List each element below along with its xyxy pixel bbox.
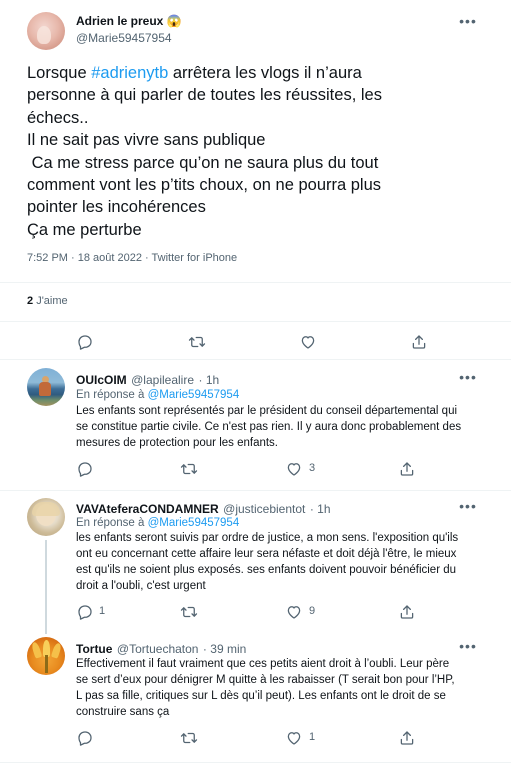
divider xyxy=(0,762,511,763)
reply1-header: OUIcOIM @lapilealire · 1h xyxy=(76,373,220,387)
main-text-line: comment vont les p’tits choux, on ne pourra plus xyxy=(27,176,382,195)
retweet-icon[interactable] xyxy=(180,603,198,621)
reply2-time[interactable]: 1h xyxy=(317,502,331,516)
reply-text-line: se constitue partie civile. Ce n'est pas rien. Il y aura donc probablement des xyxy=(76,421,462,433)
reply-icon[interactable] xyxy=(76,460,94,478)
reply1-avatar[interactable] xyxy=(27,368,65,406)
reply2-header: VAVAteferaCONDAMNER @justicebientot · 1h xyxy=(76,502,331,516)
reply-text-line: est qu'ils ne soient plus exposés. ses enfants doivent pouvoir bénéficier du xyxy=(76,564,457,576)
reply2-avatar[interactable] xyxy=(27,498,65,536)
reply3-header: Tortue @Tortuechaton · 39 min xyxy=(76,642,247,656)
hashtag-link[interactable]: #adrienytb xyxy=(91,64,169,82)
main-text-line: Il ne sait pas vivre sans publique xyxy=(27,131,266,150)
retweet-icon[interactable] xyxy=(188,333,206,351)
likes-label[interactable]: J'aime xyxy=(36,295,68,307)
reply2-reply-count: 1 xyxy=(99,605,106,617)
reply2-like-count: 9 xyxy=(309,605,316,617)
reply-text-line: les enfants seront suivis par ordre de justice, a mon sens. l'exposition qu'ils xyxy=(76,532,459,544)
reply2-handle[interactable]: @justicebientot xyxy=(223,502,306,516)
reply2-context xyxy=(76,515,239,531)
reply-to-link[interactable]: @Marie59457954 xyxy=(147,517,240,529)
reply1-context xyxy=(76,387,239,403)
scream-emoji-icon: 😱 xyxy=(166,14,182,28)
main-text-line: pointer les incohérences xyxy=(27,198,206,217)
reply1-time[interactable]: 1h xyxy=(205,373,220,387)
reply3-time[interactable]: 39 min xyxy=(210,642,247,656)
main-tweet-timestamp[interactable]: 7:52 PM · 18 août 2022 · Twitter for iPhone xyxy=(27,252,238,264)
like-icon[interactable] xyxy=(285,729,303,747)
more-icon[interactable]: ••• xyxy=(459,638,477,654)
reply-text-line: se sert d’eux pour dénigrer M quitte à les rabaisser (T serait bon pour l’HP, xyxy=(76,674,455,686)
share-icon[interactable] xyxy=(398,729,416,747)
retweet-icon[interactable] xyxy=(180,460,198,478)
likes-count[interactable]: 2 xyxy=(27,295,34,307)
main-text-line1-suffix: arrêtera les vlogs il n’aura xyxy=(168,64,362,82)
reply-text-line: ont eu concernant cette affaire leur sera néfaste et doit déjà l'être, le mieux xyxy=(76,548,457,560)
more-icon[interactable]: ••• xyxy=(459,498,477,514)
main-author-name-text[interactable]: Adrien le preux xyxy=(76,14,164,28)
reply1-like-count: 3 xyxy=(309,462,316,474)
share-icon[interactable] xyxy=(398,460,416,478)
thread-line xyxy=(45,540,47,634)
reply-icon[interactable] xyxy=(76,333,94,351)
main-text-line: personne à qui parler de toutes les réussites, les xyxy=(27,86,382,105)
main-author-handle[interactable]: @Marie59457954 xyxy=(76,31,172,45)
main-text-line: échecs.. xyxy=(27,108,89,127)
reply-text-line: L pas sa fille, critiques sur L dès qu’il peut). Les enfants ont le droit de se xyxy=(76,690,446,702)
reply3-text xyxy=(76,656,501,720)
reply2-author-name[interactable]: VAVAteferaCONDAMNER xyxy=(76,502,219,516)
share-icon[interactable] xyxy=(410,333,428,351)
reply1-handle[interactable]: @lapilealire xyxy=(131,373,195,387)
reply-to-link[interactable]: @Marie59457954 xyxy=(147,389,240,401)
reply-text-line: construire sans ça xyxy=(76,706,170,718)
retweet-icon[interactable] xyxy=(180,729,198,747)
reply1-author-name[interactable]: OUIcOIM xyxy=(76,373,127,387)
reply3-like-count: 1 xyxy=(309,731,316,743)
like-icon[interactable] xyxy=(285,460,303,478)
main-author-avatar[interactable] xyxy=(27,12,65,50)
reply-text-line: Effectivement il faut vraiment que ces petits aient droit à l’oubli. Leur père xyxy=(76,658,450,670)
reply3-handle[interactable]: @Tortuechaton xyxy=(116,642,199,656)
like-icon[interactable] xyxy=(299,333,317,351)
main-text-prefix: Lorsque xyxy=(27,64,92,82)
reply2-text xyxy=(76,530,501,594)
reply-prefix: En réponse à xyxy=(76,389,145,401)
reply1-text xyxy=(76,403,501,451)
reply-text-line: Les enfants sont représentés par le président du conseil départemental qui xyxy=(76,405,458,417)
reply3-avatar[interactable] xyxy=(27,637,65,675)
main-text-line: Ça me perturbe xyxy=(27,220,142,239)
main-author-name[interactable] xyxy=(76,14,182,28)
main-text-line: Ca me stress parce qu’on ne saura plus du tout xyxy=(27,153,379,172)
reply-icon[interactable] xyxy=(76,603,94,621)
more-icon[interactable]: ••• xyxy=(459,13,477,29)
reply-text-line: mesures de protection pour les enfants. xyxy=(76,437,279,449)
divider xyxy=(0,321,511,322)
divider xyxy=(0,282,511,283)
divider xyxy=(0,490,511,491)
reply-text-line: droit a l'oubli, c'est urgent xyxy=(76,580,206,592)
reply-icon[interactable] xyxy=(76,729,94,747)
main-tweet-text xyxy=(27,62,497,241)
likes-summary[interactable] xyxy=(27,295,68,307)
reply3-author-name[interactable]: Tortue xyxy=(76,642,113,656)
divider xyxy=(0,359,511,360)
share-icon[interactable] xyxy=(398,603,416,621)
reply-prefix: En réponse à xyxy=(76,517,145,529)
like-icon[interactable] xyxy=(285,603,303,621)
more-icon[interactable]: ••• xyxy=(459,369,477,385)
